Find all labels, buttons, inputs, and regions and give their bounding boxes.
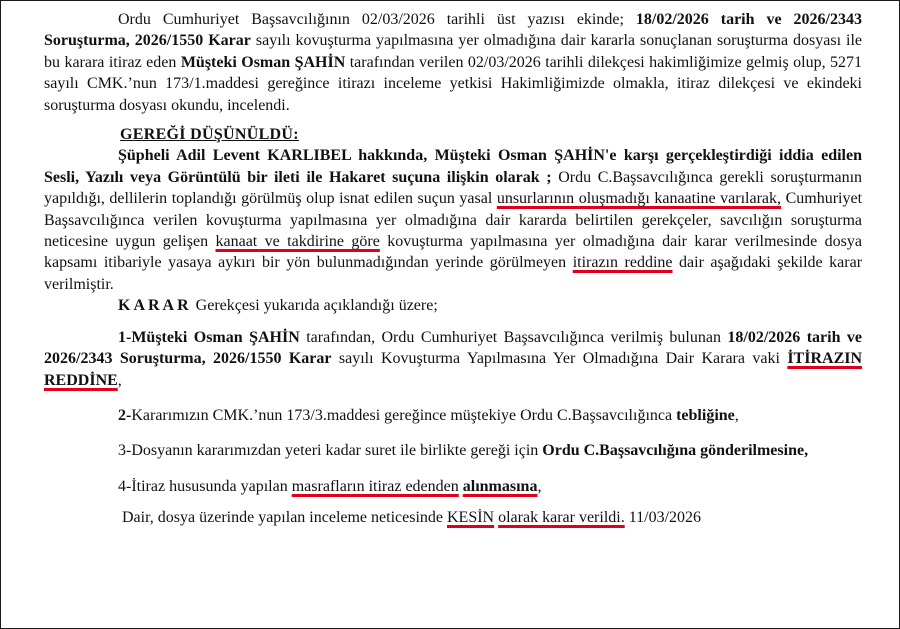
item-1-comma: ,	[117, 371, 122, 389]
item-3-recipient: Ordu C.Başsavcılığına gönderilmesine,	[542, 442, 809, 460]
item-1	[44, 327, 862, 391]
highlight-unsurlar: unsurlarının oluşmadığı kanaatine varılarak,	[496, 190, 782, 208]
reasoning-text-4: dair aşağıdaki şekilde karar verilmiştir.	[44, 254, 863, 293]
item-2-tebligine: tebliğine	[676, 406, 735, 424]
reasoning-text-3: kovuşturma yapılmasına yer olmadığına dair karar verilmesinde dosya kapsamı itibariyle yasaya aykırı bir yön bulunmadığından yerinde görülmeyen	[44, 233, 863, 272]
item-1-text-2: sayılı Kovuşturma Yapılmasına Yer Olmadığına Dair Karara vaki	[338, 350, 780, 368]
highlight-itirazin-reddine-caps: İTİRAZIN REDDİNE	[44, 350, 863, 389]
intro-text-2: sayılı kovuşturma yapılmasına yer olmadığına dair kararla sonuçlanan soruşturma dosyası ile bu karara itiraz eden	[44, 32, 863, 71]
final-line	[44, 507, 862, 528]
item-2-text: Kararımızın CMK.’nun 173/3.maddesi gereğince müştekiye Ordu C.Başsavcılığınca	[131, 406, 673, 424]
highlight-kesin: KESİN	[447, 509, 495, 527]
item-2-number: 2-	[118, 406, 132, 424]
karar-label: KARAR	[118, 297, 192, 315]
reasoning-text-2: Cumhuriyet Başsavcılığınca verilen kovuşturma yapılmasına yer olmadığına dair kararda belirtilen gerekçeler, savcılığın soruşturma neticesine uygun gelişen	[44, 190, 863, 251]
intro-paragraph	[44, 9, 862, 116]
item-2-comma: ,	[734, 406, 739, 424]
highlight-masraflar: masrafların itiraz edenden	[291, 477, 459, 495]
reasoning-text-1: Ordu C.Başsavcılığınca gerekli soruşturmanın yapıldığı, dellilerin toplandığı görülmüş olup isnat edilen suçun yasal	[44, 168, 863, 208]
highlight-karar-verildi: olarak karar verildi.	[498, 509, 625, 527]
item-1-complainant: 1-Müşteki Osman ŞAHİN	[118, 328, 300, 346]
karar-line	[44, 295, 862, 316]
item-4-text: 4-İtiraz hususunda yapılan	[118, 477, 288, 495]
highlight-alinmasina: alınmasına	[462, 477, 538, 495]
decision-text	[44, 9, 862, 529]
intro-complainant: Müşteki Osman ŞAHİN	[180, 53, 346, 71]
item-4-comma: ,	[537, 477, 542, 495]
highlight-itirazin-reddine: itirazın reddine	[572, 254, 673, 272]
karar-text: Gerekçesi yukarıda açıklandığı üzere;	[195, 297, 438, 315]
decision-date: 11/03/2026	[628, 509, 702, 527]
item-2	[44, 405, 862, 426]
reasoning-subject: Şüpheli Adil Levent KARLIBEL hakkında, Müşteki Osman ŞAHİN'e karşı gerçekleştirdiği iddia edilen Sesli, Yazılı veya Görüntülü bir ileti ile Hakaret suçuna ilişkin olarak ;	[44, 147, 862, 186]
intro-case-number: 18/02/2026 tarih ve 2026/2343 Soruşturma, 2026/1550 Karar	[44, 11, 862, 50]
item-3-text: 3-Dosyanın kararımızdan yeteri kadar suret ile birlikte gereği için	[118, 442, 539, 460]
intro-text-3: tarafından verilen 02/03/2026 tarihli dilekçesi hakimliğimize gelmiş olup, 5271 sayılı CMK.’nun 173/1.maddesi gereğince itirazı inceleme yetkisi Hakimliğimizde olmakla, itiraz dilekçesi ve ekindeki soruşturma dosyası okundu, incelendi.	[44, 53, 863, 114]
heading-paragraph	[44, 124, 862, 145]
item-1-text-1: tarafından, Ordu Cumhuriyet Başsavcılığınca verilmiş bulunan	[306, 328, 721, 346]
item-3	[44, 440, 862, 461]
item-4	[44, 476, 862, 497]
intro-text-1: Ordu Cumhuriyet Başsavcılığının 02/03/2026 tarihli üst yazısı ekinde;	[118, 11, 624, 28]
section-heading: GEREĞİ DÜŞÜNÜLDÜ:	[120, 126, 299, 144]
item-1-case-number: 18/02/2026 tarih ve 2026/2343 Soruşturma, 2026/1550 Karar	[44, 328, 863, 368]
reasoning-paragraph	[44, 145, 862, 295]
highlight-kanaat: kanaat ve takdirine göre	[215, 233, 380, 251]
final-text: Dair, dosya üzerinde yapılan inceleme neticesinde	[122, 509, 443, 527]
